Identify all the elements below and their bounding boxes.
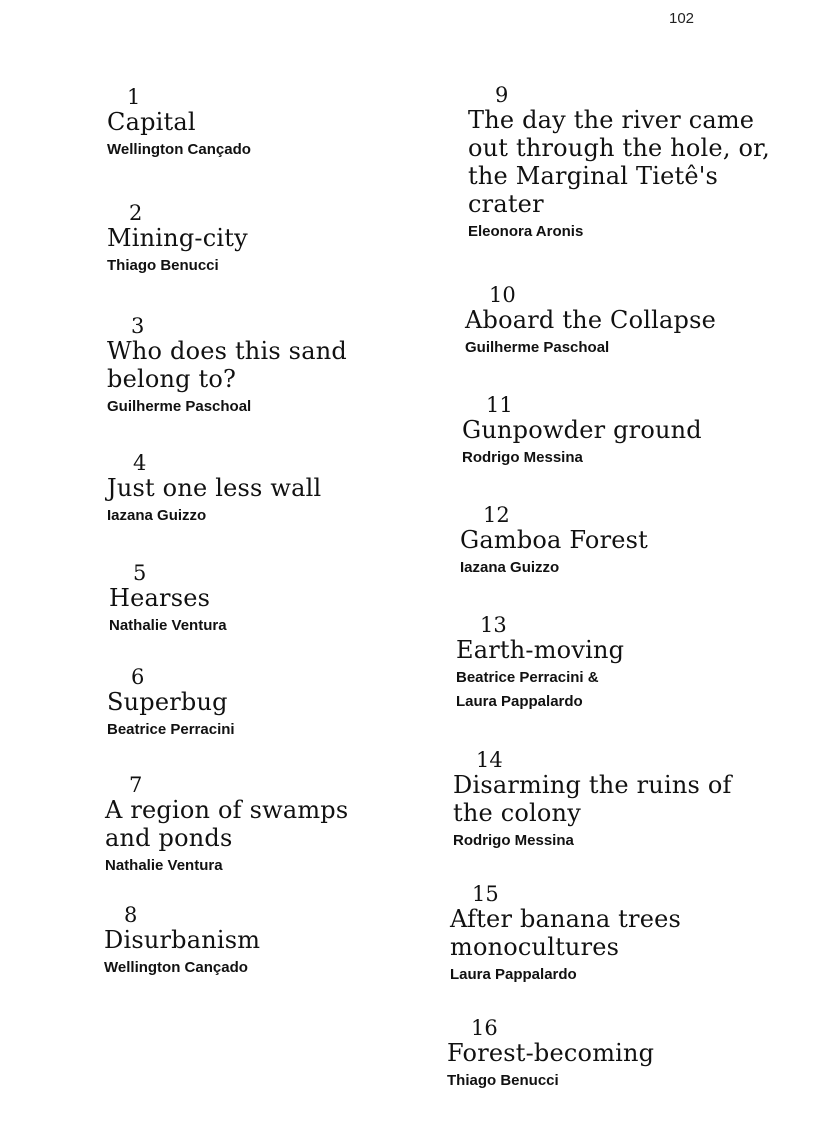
entry-title: Hearses (109, 584, 211, 612)
entry-number: 13 (480, 613, 507, 637)
entry-title: The day the river came out through the hole, or, the Marginal Tietê's crater (468, 106, 770, 218)
entry-number: 2 (129, 201, 143, 225)
entry-author: Guilherme Paschoal (107, 398, 252, 415)
entry-author: Guilherme Paschoal (465, 339, 610, 356)
entry-title: A region of swamps and ponds (105, 796, 349, 852)
toc-entry-4 (107, 452, 407, 528)
entry-title: Earth-moving (456, 636, 625, 664)
toc-entry-5 (109, 562, 409, 638)
entry-author: Eleonora Aronis (468, 223, 584, 240)
toc-entry-11 (462, 394, 782, 470)
entry-title: Disarming the ruins of the colony (453, 771, 732, 827)
entry-author: Nathalie Ventura (109, 617, 227, 634)
toc-entry-10 (465, 284, 785, 360)
entry-number: 1 (127, 85, 141, 109)
entry-author: Nathalie Ventura (105, 857, 223, 874)
toc-entry-1 (107, 86, 407, 162)
toc-entry-14 (453, 749, 733, 853)
toc-entry-13 (456, 614, 776, 714)
toc-entry-15 (450, 883, 705, 987)
entry-number: 15 (472, 882, 499, 906)
entry-number: 5 (133, 561, 147, 585)
entry-number: 11 (486, 393, 513, 417)
entry-author: Beatrice Perracini (107, 721, 235, 738)
entry-author: Rodrigo Messina (462, 449, 583, 466)
entry-author: Thiago Benucci (447, 1072, 559, 1089)
toc-entry-9 (468, 84, 788, 244)
entry-title: Just one less wall (107, 474, 322, 502)
entry-number: 4 (133, 451, 147, 475)
entry-title: Disurbanism (104, 926, 261, 954)
entry-number: 12 (483, 503, 510, 527)
toc-entry-7 (105, 774, 370, 878)
entry-title: After banana trees monocultures (450, 905, 682, 961)
entry-title: Gunpowder ground (462, 416, 702, 444)
entry-author: Iazana Guizzo (460, 559, 560, 576)
entry-author: Thiago Benucci (107, 257, 219, 274)
entry-number: 14 (476, 748, 503, 772)
entry-number: 16 (471, 1016, 498, 1040)
toc-entry-2 (107, 202, 407, 278)
entry-number: 9 (495, 83, 509, 107)
entry-author: Iazana Guizzo (107, 507, 207, 524)
toc-entry-16 (447, 1017, 767, 1093)
entry-author: Wellington Cançado (104, 959, 248, 976)
entry-number: 7 (129, 773, 143, 797)
entry-title: Forest-becoming (447, 1039, 655, 1067)
toc-entry-6 (107, 666, 407, 742)
toc-entry-12 (460, 504, 780, 580)
entry-author: Laura Pappalardo (450, 966, 577, 983)
entry-title: Superbug (107, 688, 228, 716)
entry-number: 8 (124, 903, 138, 927)
entry-title: Gamboa Forest (460, 526, 649, 554)
entry-title: Aboard the Collapse (465, 306, 717, 334)
entry-title: Who does this sand belong to? (107, 337, 347, 393)
toc-entry-3 (107, 315, 382, 419)
entry-author: Rodrigo Messina (453, 832, 574, 849)
page-number: 102 (669, 10, 695, 27)
toc-entry-8 (104, 904, 404, 980)
entry-title: Mining-city (107, 224, 248, 252)
entry-number: 10 (489, 283, 516, 307)
entry-number: 6 (131, 665, 145, 689)
entry-title: Capital (107, 108, 196, 136)
entry-author: Wellington Cançado (107, 141, 251, 158)
entry-number: 3 (131, 314, 145, 338)
entry-author: Beatrice Perracini & Laura Pappalardo (456, 669, 599, 710)
